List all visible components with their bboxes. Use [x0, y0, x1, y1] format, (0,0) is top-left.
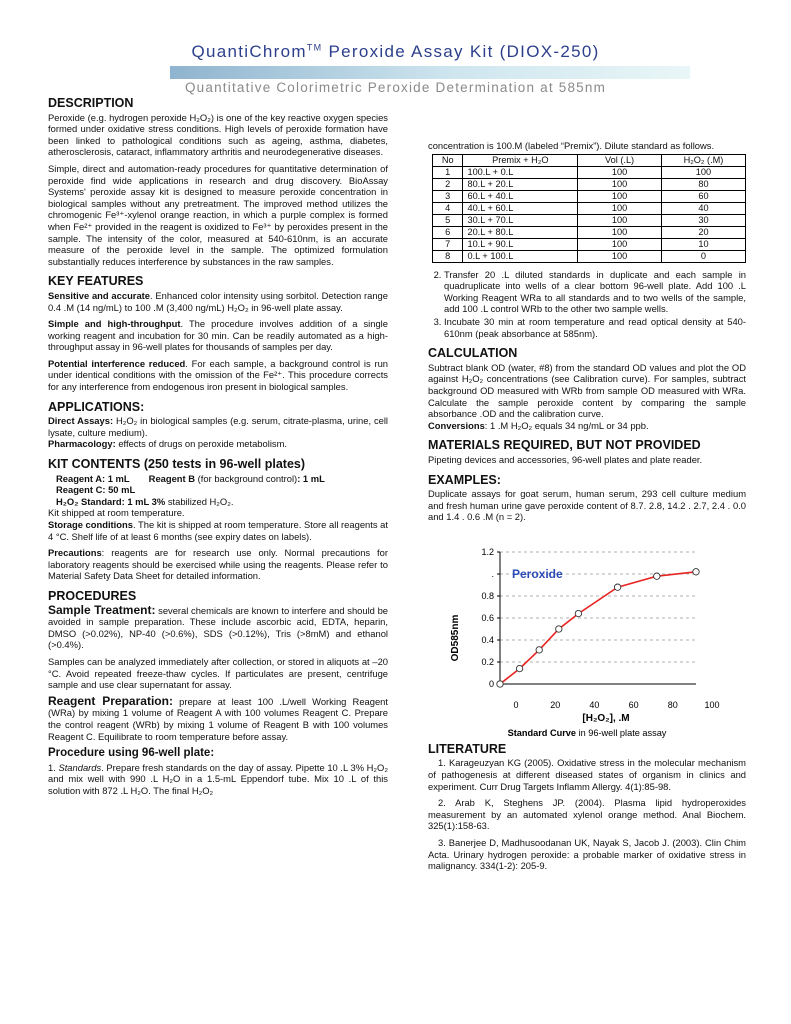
standards-dilution-table: [432, 154, 746, 263]
table-row: [433, 250, 746, 262]
table-cell: 100: [578, 166, 662, 178]
reference-1: 1. Karageuzyan KG (2005). Oxidative stress in the molecular mechanism of pathogenesis at different diseased states of organism in clinics and experiment. Curr Drug Targets Inflamm Allergy. 4(1):85-98.: [428, 757, 746, 792]
feature-interference-text: . For each sample, a background control is run under identical conditions with the omission of the Fe²⁺. This procedure corrects for any interference from endogenous iron present in biological samples.: [48, 357, 389, 393]
procedure-steps: [428, 269, 746, 340]
x-tick-label: 40: [589, 699, 600, 710]
table-header-cell: H₂O₂ (.M): [661, 154, 745, 166]
feature-sensitive: [48, 290, 388, 313]
sample-storage: Samples can be analyzed immediately after collection, or stored in aliquots at –20 °C. Avoid repeated freeze-thaw cycles. If particulates are present, centrifuge sample and use clear supernatant for assay.: [48, 655, 388, 691]
precautions-text: : reagents are for research use only. Normal precautions for laboratory reagents should be exercised while using the reagents. Please refer to Material Safety Data Sheet for detailed information.: [48, 547, 388, 582]
table-cell: 8: [433, 250, 463, 262]
reagent-b-title: Reagent B: [148, 472, 196, 484]
table-row: [433, 226, 746, 238]
y-tick-label: 0.8: [481, 590, 494, 601]
storage-conditions: [48, 519, 388, 542]
reagent-a: Reagent A: 1 mL: [56, 472, 130, 484]
x-tick-label: 60: [628, 699, 639, 710]
materials-text: Pipeting devices and accessories, 96-well plates and plate reader.: [428, 453, 703, 465]
reagent-preparation-text: prepare at least 100 .L/well Working Reagent (WRa) by mixing 1 volume of Reagent A with 100 volumes Reagent C. Prepare the control reagent (WRb) by mixing 1 volume of Reagent B with 100 volumes Reagent C. Equilibrate to room temperature before assay.: [48, 695, 388, 742]
table-row: [433, 238, 746, 250]
right-column: [428, 140, 746, 877]
table-cell: 20.L + 80.L: [463, 226, 578, 238]
table-cell: 10: [661, 238, 745, 250]
table-row: [433, 190, 746, 202]
h2o2-standard-title: H₂O₂ Standard: 1 mL 3%: [56, 495, 166, 507]
series-line: [500, 572, 696, 684]
y-tick-label: 0.4: [481, 634, 494, 645]
precautions-title: Precautions: [48, 547, 102, 559]
applications-heading: APPLICATIONS:: [48, 399, 145, 414]
feature-throughput-title: Simple and high-throughput: [48, 318, 181, 330]
table-cell: 40: [661, 202, 745, 214]
description-paragraph-2: Simple, direct and automation-ready procedures for quantitative determination of peroxide find wide applications in research and drug discovery. BioAssay Systems' peroxide assay kit is designed to measure peroxide concentration in biological samples without any pretreatment. The improved method utilizes the chromogenic Fe³⁺-xylenol orange reaction, in which a purple complex is formed when Fe²⁺ provided in the reagent is oxidized to Fe³⁺ by peroxides present in the sample. The intensity of the color, measured at 540-610nm, is an accurate measure of the peroxide level in the sample. The optimized formulation substantially reduces interference by substances in the raw samples.: [48, 162, 388, 267]
step-2-transfer: 2. Transfer 20 .L diluted standards in duplicate and each sample in quadruplicate into wells of a clear bottom 96-well plate. Add 100 .L Working Reagent WRa to all standards and to two wells of the sample, add 100 .L control WRb to the other two sample wells.: [444, 269, 746, 315]
data-point: [693, 568, 699, 574]
reagent-preparation-title: Reagent Preparation:: [48, 693, 173, 708]
step-1-text: . Prepare fresh standards on the day of assay. Pipette 10 .L 3% H₂O₂ and mix well with 990 .L H₂O in a 1.5-mL Eppendorf tube. Mix 10 .L of this solution with 872 .L H₂O. The final H₂O₂: [48, 761, 388, 796]
y-tick-label: .: [491, 568, 494, 579]
sample-treatment: [48, 602, 388, 651]
h2o2-standard: [48, 496, 388, 508]
document-subtitle: Quantitative Colorimetric Peroxide Determination at 585nm: [184, 80, 607, 95]
title-gradient-band: [170, 66, 690, 79]
literature-heading: LITERATURE: [428, 741, 507, 756]
table-header-cell: Vol (.L): [578, 154, 662, 166]
table-header-cell: Premix + H₂O: [463, 154, 578, 166]
data-point: [556, 626, 562, 632]
legend-label: Peroxide: [512, 566, 563, 581]
application-direct-title: Direct Assays:: [48, 415, 114, 427]
reagent-c: Reagent C: 50 mL: [56, 484, 136, 496]
feature-throughput-text: . The procedure involves addition of a single working reagent and incubation for 30 min. Can be readily automated as a high-throughput assay in 96-well plates for thousands of samples per day.: [48, 318, 388, 353]
kit-contents-heading: KIT CONTENTS (250 tests in 96-well plates): [48, 457, 306, 472]
conversions: [428, 420, 746, 432]
application-pharmacology-text: effects of drugs on peroxide metabolism.: [115, 438, 288, 450]
procedures-heading: PROCEDURES: [48, 588, 137, 603]
table-row: [433, 202, 746, 214]
table-cell: 2: [433, 178, 463, 190]
y-tick-label: 0: [488, 678, 494, 689]
table-cell: 6: [433, 226, 463, 238]
table-cell: 4: [433, 202, 463, 214]
table-cell: 5: [433, 214, 463, 226]
step-3-incubate: 3. Incubate 30 min at room temperature and read optical density at 540-610nm (peak absorbance at 585nm).: [444, 316, 746, 339]
table-cell: 3: [433, 190, 463, 202]
data-point: [654, 573, 660, 579]
storage-text: . The kit is shipped at room temperature. Store all reagents at 4 °C. Shelf life of at least 6 months (see expiry dates on labels).: [48, 519, 388, 542]
table-cell: 100: [578, 178, 662, 190]
chart-caption-title: Standard Curve: [507, 727, 577, 738]
plate-procedure-heading: Procedure using 96-well plate:: [48, 747, 215, 760]
data-point: [614, 584, 620, 590]
y-tick-label: 0.2: [481, 656, 494, 667]
table-header-cell: No: [433, 154, 463, 166]
examples-text: Duplicate assays for goat serum, human serum, 293 cell culture medium and fresh human urine gave peroxide content of 8.7. 2.8, 14.2 . 2.7, 2.4 . 0.0 and 1.4 . 0.6 .M (n = 2).: [428, 488, 746, 523]
step-1-title: Standards: [58, 761, 102, 773]
chart-caption: [508, 728, 667, 738]
y-tick-label: 0.6: [481, 612, 494, 623]
feature-sensitive-text: . Enhanced color intensity using sorbitol. Detection range 0.4 .M (14 ng/mL) to 100 .M (3,400 ng/mL) H₂O₂ in 96-well plate assay.: [48, 289, 388, 313]
table-cell: 0: [661, 250, 745, 262]
data-point: [516, 665, 522, 671]
examples-heading: EXAMPLES:: [428, 472, 501, 487]
table-cell: 80: [661, 178, 745, 190]
application-pharmacology-title: Pharmacology:: [48, 438, 116, 450]
table-cell: 60.L + 40.L: [463, 190, 578, 202]
table-cell: 80.L + 20.L: [463, 178, 578, 190]
table-row: [433, 214, 746, 226]
document-title: [0, 42, 791, 62]
table-row: [433, 166, 746, 178]
table-cell: 100: [578, 238, 662, 250]
table-cell: 100: [578, 202, 662, 214]
reagent-line-1: [48, 473, 388, 485]
table-cell: 100.L + 0.L: [463, 166, 578, 178]
y-axis-label: OD585nm: [450, 614, 461, 662]
table-row: [433, 178, 746, 190]
precautions: [48, 547, 388, 582]
conversions-title: Conversions: [428, 419, 485, 431]
table-cell: 30.L + 70.L: [463, 214, 578, 226]
calculation-text: Subtract blank OD (water, #8) from the standard OD values and plot the OD against H₂O₂ concentrations (see Calibration curve). For samples, subtract background OD measured with WRb from sample OD measured with WRa. Calculate the sample peroxide content by comparing the sample absorbance .OD and the calibration curve.: [428, 361, 746, 420]
reference-3: 3. Banerjee D, Madhusoodanan UK, Nayak S, Jacob J. (2003). Clin Chim Acta. Urinary hydrogen peroxide: a probable marker of oxidative stress in malignancy. 334(1-2): 205-9.: [428, 837, 746, 872]
table-cell: 100: [578, 190, 662, 202]
table-cell: 20: [661, 226, 745, 238]
materials-heading: MATERIALS REQUIRED, BUT NOT PROVIDED: [428, 438, 701, 453]
standard-curve-chart: [428, 528, 746, 738]
table-cell: 60: [661, 190, 745, 202]
sample-treatment-text: several chemicals are known to interfere and should be avoided in sample preparation. These include ascorbic acid, EDTA, heparin, DMSO (>0.02%), NP-40 (>0.6%), SDS (>0.12%), Tris (>8mM) and ethanol (>0.4%).: [48, 604, 388, 651]
x-axis-label: [H₂O₂], .M: [582, 712, 630, 724]
table-cell: 40.L + 60.L: [463, 202, 578, 214]
sample-treatment-title: Sample Treatment:: [48, 602, 156, 617]
reagent-b-note: (for background control): [195, 472, 298, 484]
step-1-number: 1.: [48, 761, 59, 773]
conversions-text: : 1 .M H₂O₂ equals 34 ng/mL or 34 ppb.: [484, 419, 649, 431]
data-point: [536, 647, 542, 653]
reference-2: 2. Arab K, Steghens JP. (2004). Plasma lipid hydroperoxides measurement by an automated xylenol orange method. Anal Biochem. 325(1):158-63.: [428, 797, 746, 832]
data-point: [497, 681, 503, 687]
x-tick-label: 0: [513, 699, 519, 710]
y-tick-label: 1.2: [481, 546, 494, 557]
feature-throughput: [48, 318, 388, 353]
feature-interference-title: Potential interference reduced: [48, 357, 186, 369]
description-paragraph-1: Peroxide (e.g. hydrogen peroxide H₂O₂) is one of the key reactive oxygen species formed under oxidative stress conditions. High levels of peroxide formation have been linked to pathological conditions such as ageing, asthma, diabetes, atherosclerosis, cataract, inflammatory arthritis and neurodegenerative diseases.: [48, 111, 388, 158]
title-brand: QuantiChrom: [191, 42, 307, 61]
x-tick-label: 20: [550, 699, 561, 710]
table-cell: 30: [661, 214, 745, 226]
application-direct-assays: [48, 415, 388, 438]
title-product: Peroxide Assay Kit (DIOX-250): [322, 42, 600, 61]
step-1-standards: [48, 762, 388, 797]
data-point: [575, 610, 581, 616]
chart-svg: [428, 528, 746, 738]
feature-sensitive-title: Sensitive and accurate: [48, 289, 151, 301]
storage-title: Storage conditions: [48, 519, 133, 530]
trademark-mark: TM: [306, 42, 323, 53]
application-pharmacology: [48, 438, 388, 450]
reagent-preparation: [48, 693, 388, 742]
table-cell: 1: [433, 166, 463, 178]
table-cell: 100: [578, 226, 662, 238]
table-cell: 10.L + 90.L: [463, 238, 578, 250]
h2o2-standard-text: stabilized H₂O₂.: [165, 495, 234, 507]
table-cell: 100: [661, 166, 745, 178]
application-direct-text: H₂O₂ in biological samples (e.g. serum, citrate-plasma, urine, cell lysate, culture medium).: [48, 415, 389, 438]
shipping-note: Kit shipped at room temperature.: [48, 507, 185, 519]
table-cell: 7: [433, 238, 463, 250]
description-heading: DESCRIPTION: [48, 96, 134, 110]
table-cell: 100: [578, 214, 662, 226]
key-features-heading: KEY FEATURES: [48, 274, 144, 289]
calculation-heading: CALCULATION: [428, 346, 518, 361]
x-tick-label: 100: [704, 699, 720, 710]
reagent-b-volume: : 1 mL: [297, 472, 325, 484]
table-cell: 0.L + 100.L: [463, 250, 578, 262]
chart-caption-text: in 96-well plate assay: [576, 727, 667, 738]
x-tick-label: 80: [667, 699, 678, 710]
step-1-continued: concentration is 100.M (labeled “Premix”). Dilute standard as follows.: [428, 140, 715, 151]
table-cell: 100: [578, 250, 662, 262]
feature-interference: [48, 358, 388, 393]
table-header-row: [433, 154, 746, 166]
left-column: [48, 98, 388, 801]
